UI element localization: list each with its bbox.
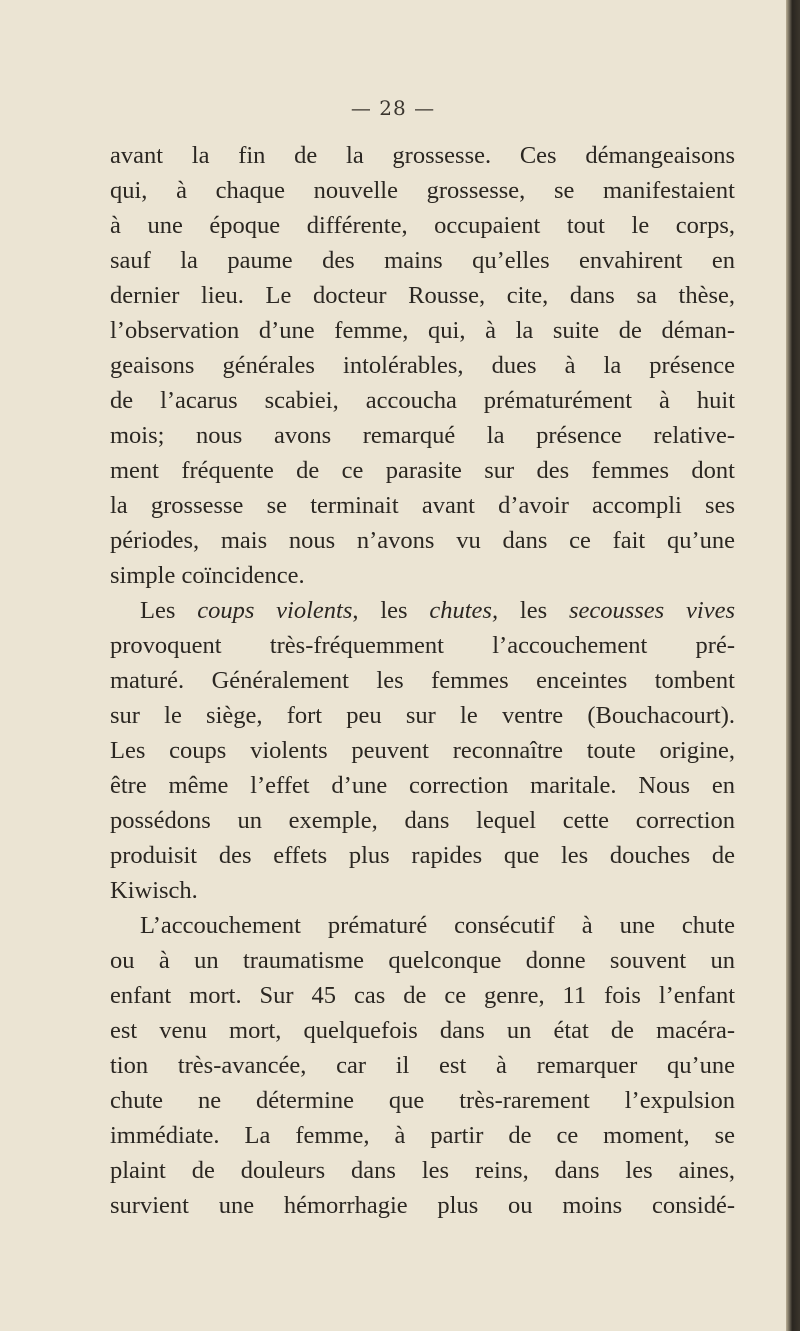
text-run: les [498,597,569,624]
text-line: sauf la paume des mains qu’elles envahirent en [110,247,735,274]
italic-run: secousses vives [568,597,735,624]
text-run: , les [352,597,430,624]
text-line: Kiwisch. [110,877,198,904]
text-line: geaisons générales intolérables, dues à la présence [110,352,735,379]
italic-run: coups violents [197,597,353,624]
page-number: — 28 — [350,96,436,120]
text-line: immédiate. La femme, à partir de ce moment, se [110,1122,735,1149]
text-line: possédons un exemple, dans lequel cette correction [110,807,735,834]
text-line: chute ne détermine que très-rarement l’expulsion [110,1087,735,1114]
text-line: dernier lieu. Le docteur Rousse, cite, dans sa thèse, [110,282,735,309]
text-line: l’observation d’une femme, qui, à la suite de déman- [110,317,735,344]
body-text [110,138,735,1223]
text-line: maturé. Généralement les femmes enceintes tombent [110,667,735,694]
text-line: mois; nous avons remarqué la présence relative- [110,422,735,449]
text-line: produisit des effets plus rapides que les douches de [110,842,735,869]
text-line: à une époque différente, occupaient tout le corps, [110,212,735,239]
text-line-emphasis [110,593,735,628]
book-binding-edge [786,0,800,1331]
text-line: qui, à chaque nouvelle grossesse, se manifestaient [110,177,735,204]
text-run: Les [140,597,198,624]
text-line: périodes, mais nous n’avons vu dans ce fait qu’une [110,527,735,554]
text-line: provoquent très-fréquemment l’accouchement pré- [110,632,735,659]
text-line: Les coups violents peuvent reconnaître toute origine, [110,737,735,764]
text-line: L’accouchement prématuré consécutif à une chute [140,912,735,939]
text-line: survient une hémorrhagie plus ou moins considé- [110,1192,735,1219]
italic-run: chutes, [429,597,499,624]
text-line: la grossesse se terminait avant d’avoir accompli ses [110,492,735,519]
text-line: avant la fin de la grossesse. Ces démangeaisons [110,142,735,169]
text-line: être même l’effet d’une correction maritale. Nous en [110,772,735,799]
text-line: ment fréquente de ce parasite sur des femmes dont [110,457,735,484]
text-line: sur le siège, fort peu sur le ventre (Bouchacourt). [110,702,735,729]
text-line: tion très-avancée, car il est à remarquer qu’une [110,1052,735,1079]
text-line: est venu mort, quelquefois dans un état de macéra- [110,1017,735,1044]
text-line: ou à un traumatisme quelconque donne souvent un [110,947,735,974]
text-line: plaint de douleurs dans les reins, dans les aines, [110,1157,735,1184]
text-line: enfant mort. Sur 45 cas de ce genre, 11 fois l’enfant [110,982,735,1009]
text-line: simple coïncidence. [110,562,305,589]
text-line: de l’acarus scabiei, accoucha prématurément à huit [110,387,735,414]
